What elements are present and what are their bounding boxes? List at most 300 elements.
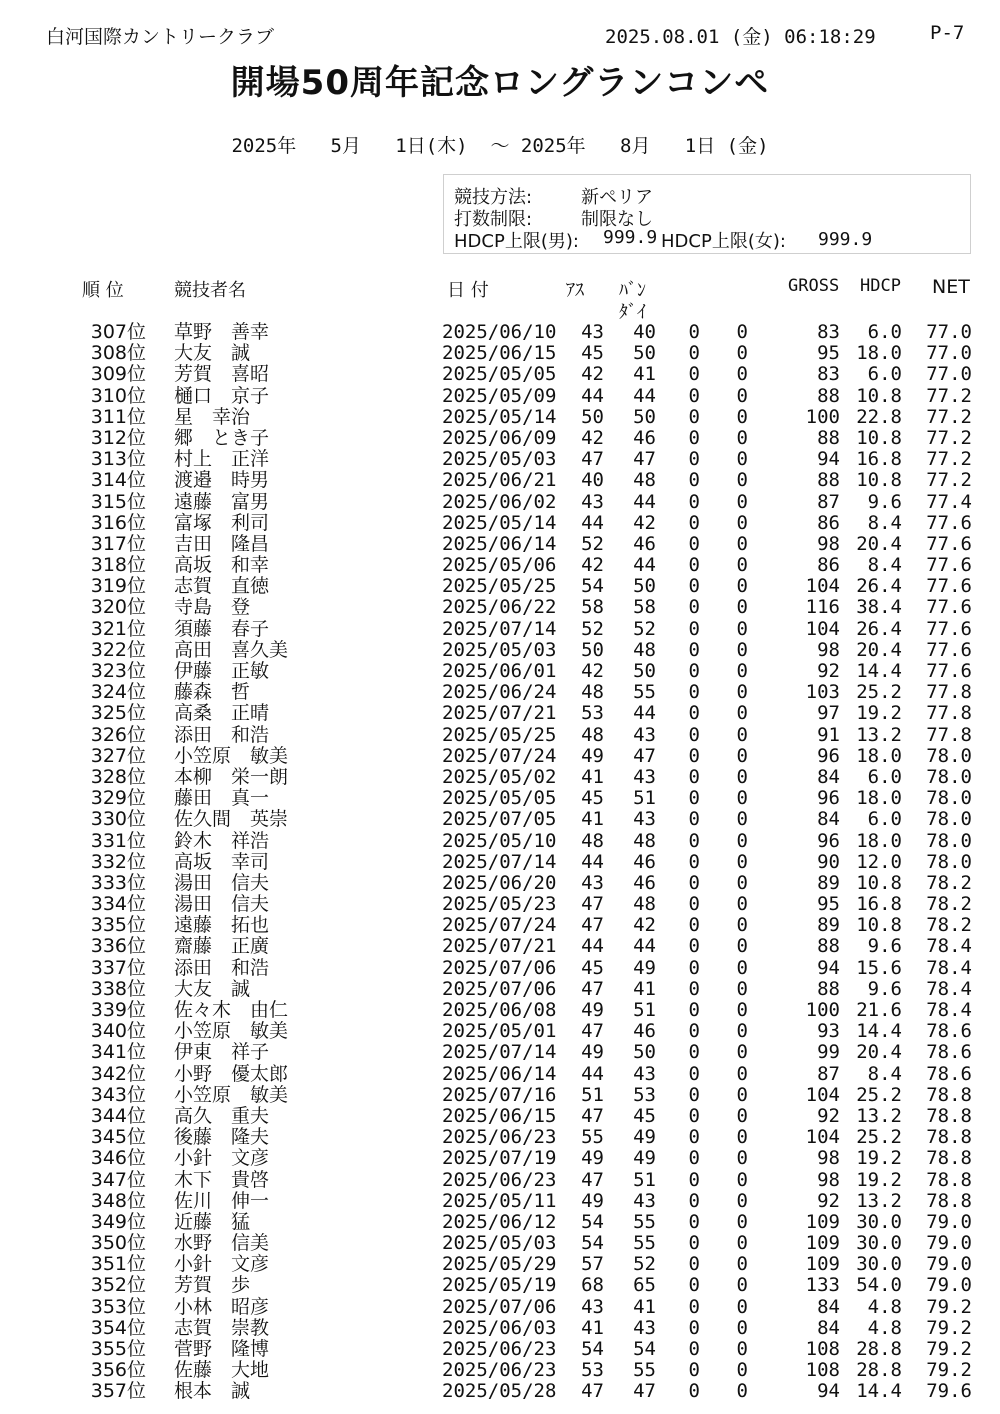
cell-name: 渡邉 時男 xyxy=(174,469,270,492)
cell-a: 0 xyxy=(688,1104,700,1127)
cell-rank: 321位 xyxy=(90,617,146,640)
cell-rank: 346位 xyxy=(90,1147,146,1170)
cell-b: 0 xyxy=(736,1295,748,1318)
cell-gross: 99 xyxy=(817,1041,840,1064)
cell-b: 0 xyxy=(736,977,748,1000)
cell-hdcp: 30.0 xyxy=(856,1232,902,1255)
cell-out: 42 xyxy=(581,660,604,682)
cell-name: 樋口 京子 xyxy=(174,384,270,407)
cell-a: 0 xyxy=(688,1274,700,1297)
cell-hdcp: 16.8 xyxy=(856,448,902,471)
cell-gross: 96 xyxy=(817,787,840,810)
cell-hdcp: 18.0 xyxy=(856,829,902,852)
cell-in: 48 xyxy=(633,469,656,492)
cell-net: 77.8 xyxy=(926,702,972,725)
cell-gross: 104 xyxy=(805,1126,840,1149)
cell-date: 2025/07/06 xyxy=(442,956,557,979)
cell-b: 0 xyxy=(736,1232,748,1255)
cell-b: 0 xyxy=(736,808,748,831)
table-row xyxy=(0,1318,1000,1339)
cell-gross: 104 xyxy=(805,575,840,598)
cell-a: 0 xyxy=(688,914,700,937)
cell-rank: 319位 xyxy=(90,575,146,598)
cell-out: 47 xyxy=(581,448,604,471)
cell-net: 78.8 xyxy=(926,1104,972,1127)
cell-net: 77.2 xyxy=(926,405,972,428)
cell-date: 2025/06/23 xyxy=(442,1338,557,1360)
cell-out: 54 xyxy=(581,575,604,598)
cell-net: 77.8 xyxy=(926,723,972,746)
cell-date: 2025/05/05 xyxy=(442,363,557,386)
table-row xyxy=(0,1042,1000,1063)
cell-gross: 100 xyxy=(805,405,840,428)
cell-name: 遠藤 富男 xyxy=(174,490,270,513)
cell-net: 78.6 xyxy=(926,1041,972,1064)
table-row xyxy=(0,343,1000,364)
cell-date: 2025/06/21 xyxy=(442,469,557,492)
table-row xyxy=(0,1360,1000,1381)
cell-date: 2025/06/23 xyxy=(442,1126,557,1149)
cell-rank: 314位 xyxy=(90,469,146,492)
cell-rank: 341位 xyxy=(90,1041,146,1064)
cell-a: 0 xyxy=(688,596,700,619)
cell-a: 0 xyxy=(688,511,700,534)
cell-rank: 353位 xyxy=(90,1295,146,1318)
cell-a: 0 xyxy=(688,1168,700,1191)
cell-a: 0 xyxy=(688,829,700,852)
cell-net: 77.0 xyxy=(926,363,972,386)
cell-name: 湯田 信夫 xyxy=(174,893,270,916)
cell-name: 本柳 栄一朗 xyxy=(174,765,289,788)
table-row xyxy=(0,534,1000,555)
cell-date: 2025/05/06 xyxy=(442,554,557,577)
limit-label: 打数制限: xyxy=(454,209,533,230)
cell-gross: 88 xyxy=(817,384,840,407)
table-row xyxy=(0,831,1000,852)
cell-b: 0 xyxy=(736,321,748,343)
cell-out: 53 xyxy=(581,702,604,725)
cell-net: 78.6 xyxy=(926,1020,972,1043)
cell-out: 50 xyxy=(581,638,604,661)
cell-hdcp: 9.6 xyxy=(867,977,902,1000)
cell-out: 47 xyxy=(581,1380,604,1403)
cell-out: 48 xyxy=(581,681,604,704)
table-row xyxy=(0,809,1000,830)
cell-name: 志賀 直徳 xyxy=(174,575,270,598)
cell-in: 47 xyxy=(633,448,656,471)
cell-in: 50 xyxy=(633,660,656,682)
cell-b: 0 xyxy=(736,1020,748,1043)
cell-date: 2025/05/28 xyxy=(442,1380,557,1403)
cell-in: 49 xyxy=(633,1147,656,1170)
competition-period: 2025年 5月 1日(木) ～ 2025年 8月 1日 (金) xyxy=(231,135,769,157)
table-row xyxy=(0,1127,1000,1148)
table-row xyxy=(0,1170,1000,1191)
cell-net: 79.2 xyxy=(926,1359,972,1382)
cell-out: 48 xyxy=(581,723,604,746)
cell-b: 0 xyxy=(736,532,748,555)
cell-rank: 325位 xyxy=(90,702,146,725)
cell-hdcp: 18.0 xyxy=(856,342,902,365)
cell-hdcp: 13.2 xyxy=(856,723,902,746)
cell-net: 77.2 xyxy=(926,469,972,492)
cell-rank: 340位 xyxy=(90,1020,146,1043)
cell-out: 49 xyxy=(581,1189,604,1212)
cell-in: 48 xyxy=(633,893,656,916)
cell-rank: 332位 xyxy=(90,850,146,873)
page-number: P-7 xyxy=(930,22,965,44)
cell-date: 2025/06/23 xyxy=(442,1359,557,1382)
cell-b: 0 xyxy=(736,935,748,958)
cell-gross: 104 xyxy=(805,617,840,640)
cell-out: 42 xyxy=(581,363,604,386)
cell-gross: 97 xyxy=(817,702,840,725)
cell-b: 0 xyxy=(736,1380,748,1403)
cell-net: 78.6 xyxy=(926,1062,972,1085)
cell-in: 49 xyxy=(633,956,656,979)
cell-out: 40 xyxy=(581,469,604,492)
table-row xyxy=(0,1212,1000,1233)
cell-net: 77.6 xyxy=(926,596,972,619)
cell-out: 43 xyxy=(581,321,604,343)
cell-gross: 92 xyxy=(817,1189,840,1212)
cell-out: 43 xyxy=(581,1295,604,1318)
cell-in: 43 xyxy=(633,765,656,788)
cell-gross: 94 xyxy=(817,448,840,471)
table-row xyxy=(0,470,1000,491)
hdcp-women-value: 999.9 xyxy=(818,229,873,250)
cell-net: 78.8 xyxy=(926,1126,972,1149)
cell-hdcp: 13.2 xyxy=(856,1104,902,1127)
cell-in: 51 xyxy=(633,1168,656,1191)
cell-gross: 84 xyxy=(817,1295,840,1318)
cell-hdcp: 18.0 xyxy=(856,787,902,810)
cell-out: 54 xyxy=(581,1210,604,1233)
column-header-name: 競技者名 xyxy=(174,280,246,301)
cell-b: 0 xyxy=(736,384,748,407)
cell-out: 47 xyxy=(581,893,604,916)
cell-date: 2025/07/16 xyxy=(442,1083,557,1106)
table-row xyxy=(0,386,1000,407)
cell-in: 51 xyxy=(633,787,656,810)
cell-name: 小針 文彦 xyxy=(174,1147,270,1170)
cell-out: 55 xyxy=(581,1126,604,1149)
cell-net: 78.8 xyxy=(926,1168,972,1191)
cell-date: 2025/07/05 xyxy=(442,808,557,831)
cell-a: 0 xyxy=(688,808,700,831)
cell-a: 0 xyxy=(688,1380,700,1403)
cell-name: 伊藤 正敏 xyxy=(174,660,270,682)
cell-name: 佐川 伸一 xyxy=(174,1189,270,1212)
cell-net: 77.2 xyxy=(926,426,972,449)
table-row xyxy=(0,576,1000,597)
cell-name: 小笠原 敏美 xyxy=(174,1020,289,1043)
cell-date: 2025/07/14 xyxy=(442,617,557,640)
cell-rank: 357位 xyxy=(90,1380,146,1403)
cell-date: 2025/05/10 xyxy=(442,829,557,852)
cell-in: 45 xyxy=(633,1104,656,1127)
cell-name: 高坂 幸司 xyxy=(174,850,270,873)
cell-rank: 329位 xyxy=(90,787,146,810)
cell-hdcp: 14.4 xyxy=(856,660,902,682)
cell-rank: 311位 xyxy=(90,405,146,428)
cell-gross: 95 xyxy=(817,893,840,916)
cell-net: 78.4 xyxy=(926,956,972,979)
cell-a: 0 xyxy=(688,1147,700,1170)
cell-net: 78.2 xyxy=(926,914,972,937)
cell-out: 49 xyxy=(581,1041,604,1064)
cell-rank: 312位 xyxy=(90,426,146,449)
cell-in: 50 xyxy=(633,405,656,428)
cell-in: 44 xyxy=(633,554,656,577)
cell-gross: 93 xyxy=(817,1020,840,1043)
cell-rank: 337位 xyxy=(90,956,146,979)
cell-rank: 345位 xyxy=(90,1126,146,1149)
cell-b: 0 xyxy=(736,702,748,725)
cell-rank: 335位 xyxy=(90,914,146,937)
cell-gross: 87 xyxy=(817,1062,840,1085)
cell-date: 2025/06/22 xyxy=(442,596,557,619)
cell-date: 2025/06/01 xyxy=(442,660,557,682)
cell-date: 2025/05/14 xyxy=(442,511,557,534)
cell-gross: 116 xyxy=(805,596,840,619)
cell-out: 48 xyxy=(581,829,604,852)
cell-hdcp: 28.8 xyxy=(856,1338,902,1360)
cell-out: 49 xyxy=(581,999,604,1021)
cell-gross: 109 xyxy=(805,1253,840,1276)
cell-a: 0 xyxy=(688,765,700,788)
cell-out: 43 xyxy=(581,871,604,894)
cell-date: 2025/06/15 xyxy=(442,342,557,365)
table-row xyxy=(0,1021,1000,1042)
cell-out: 50 xyxy=(581,405,604,428)
cell-date: 2025/05/25 xyxy=(442,575,557,598)
table-row xyxy=(0,428,1000,449)
cell-b: 0 xyxy=(736,511,748,534)
cell-name: 小野 優太郎 xyxy=(174,1062,289,1085)
cell-hdcp: 8.4 xyxy=(867,1062,902,1085)
table-row xyxy=(0,725,1000,746)
cell-a: 0 xyxy=(688,1083,700,1106)
table-row xyxy=(0,555,1000,576)
cell-hdcp: 14.4 xyxy=(856,1380,902,1403)
cell-hdcp: 10.8 xyxy=(856,426,902,449)
table-row xyxy=(0,746,1000,767)
cell-hdcp: 25.2 xyxy=(856,681,902,704)
cell-in: 42 xyxy=(633,511,656,534)
table-row xyxy=(0,449,1000,470)
cell-in: 43 xyxy=(633,808,656,831)
cell-rank: 327位 xyxy=(90,744,146,767)
cell-b: 0 xyxy=(736,893,748,916)
cell-date: 2025/07/21 xyxy=(442,935,557,958)
cell-net: 77.6 xyxy=(926,660,972,682)
cell-name: 藤森 哲 xyxy=(174,681,251,704)
cell-rank: 323位 xyxy=(90,660,146,682)
cell-hdcp: 20.4 xyxy=(856,532,902,555)
cell-rank: 336位 xyxy=(90,935,146,958)
cell-name: 菅野 隆博 xyxy=(174,1338,270,1360)
cell-rank: 342位 xyxy=(90,1062,146,1085)
cell-net: 77.2 xyxy=(926,448,972,471)
cell-out: 42 xyxy=(581,426,604,449)
column-header-hdcp: HDCP xyxy=(860,276,901,296)
cell-date: 2025/05/25 xyxy=(442,723,557,746)
cell-in: 48 xyxy=(633,638,656,661)
cell-name: 小針 文彦 xyxy=(174,1253,270,1276)
cell-b: 0 xyxy=(736,1210,748,1233)
method-label: 競技方法: xyxy=(454,187,533,208)
cell-date: 2025/05/03 xyxy=(442,1232,557,1255)
column-header-out: ｱｽ xyxy=(566,280,584,301)
cell-name: 高田 喜久美 xyxy=(174,638,289,661)
cell-in: 58 xyxy=(633,596,656,619)
cell-in: 55 xyxy=(633,1210,656,1233)
cell-rank: 313位 xyxy=(90,448,146,471)
cell-a: 0 xyxy=(688,702,700,725)
table-row xyxy=(0,915,1000,936)
cell-name: 星 幸治 xyxy=(174,405,251,428)
cell-b: 0 xyxy=(736,1041,748,1064)
cell-in: 65 xyxy=(633,1274,656,1297)
cell-name: 後藤 隆夫 xyxy=(174,1126,270,1149)
cell-rank: 328位 xyxy=(90,765,146,788)
cell-hdcp: 19.2 xyxy=(856,1147,902,1170)
cell-name: 木下 貴啓 xyxy=(174,1168,270,1191)
cell-out: 47 xyxy=(581,914,604,937)
cell-gross: 88 xyxy=(817,935,840,958)
cell-rank: 338位 xyxy=(90,977,146,1000)
cell-net: 78.0 xyxy=(926,829,972,852)
cell-hdcp: 18.0 xyxy=(856,744,902,767)
table-row xyxy=(0,640,1000,661)
cell-in: 46 xyxy=(633,426,656,449)
cell-out: 45 xyxy=(581,342,604,365)
cell-out: 47 xyxy=(581,1020,604,1043)
table-row xyxy=(0,703,1000,724)
cell-date: 2025/07/21 xyxy=(442,702,557,725)
cell-rank: 326位 xyxy=(90,723,146,746)
cell-date: 2025/06/14 xyxy=(442,1062,557,1085)
cell-rank: 317位 xyxy=(90,532,146,555)
cell-a: 0 xyxy=(688,1316,700,1339)
cell-rank: 349位 xyxy=(90,1210,146,1233)
cell-in: 46 xyxy=(633,850,656,873)
cell-hdcp: 6.0 xyxy=(867,363,902,386)
table-row xyxy=(0,958,1000,979)
cell-in: 47 xyxy=(633,1380,656,1403)
cell-net: 79.0 xyxy=(926,1274,972,1297)
cell-in: 40 xyxy=(633,321,656,343)
cell-out: 44 xyxy=(581,1062,604,1085)
cell-gross: 92 xyxy=(817,660,840,682)
cell-net: 77.6 xyxy=(926,638,972,661)
cell-a: 0 xyxy=(688,490,700,513)
table-row xyxy=(0,322,1000,343)
cell-hdcp: 30.0 xyxy=(856,1210,902,1233)
cell-net: 78.4 xyxy=(926,999,972,1021)
cell-rank: 315位 xyxy=(90,490,146,513)
cell-b: 0 xyxy=(736,448,748,471)
cell-date: 2025/06/15 xyxy=(442,1104,557,1127)
cell-gross: 108 xyxy=(805,1338,840,1360)
cell-out: 44 xyxy=(581,935,604,958)
table-row xyxy=(0,364,1000,385)
cell-a: 0 xyxy=(688,935,700,958)
cell-in: 52 xyxy=(633,1253,656,1276)
cell-date: 2025/05/23 xyxy=(442,893,557,916)
cell-a: 0 xyxy=(688,384,700,407)
cell-date: 2025/06/10 xyxy=(442,321,557,343)
cell-in: 41 xyxy=(633,977,656,1000)
rules-box xyxy=(443,174,971,254)
cell-net: 79.2 xyxy=(926,1316,972,1339)
cell-name: 近藤 猛 xyxy=(174,1210,251,1233)
cell-a: 0 xyxy=(688,448,700,471)
cell-date: 2025/05/14 xyxy=(442,405,557,428)
cell-rank: 307位 xyxy=(90,321,146,343)
cell-net: 77.6 xyxy=(926,575,972,598)
cell-a: 0 xyxy=(688,1041,700,1064)
cell-b: 0 xyxy=(736,426,748,449)
cell-date: 2025/05/03 xyxy=(442,638,557,661)
cell-net: 78.2 xyxy=(926,893,972,916)
cell-net: 78.4 xyxy=(926,977,972,1000)
table-row xyxy=(0,894,1000,915)
cell-in: 55 xyxy=(633,1232,656,1255)
cell-net: 77.6 xyxy=(926,617,972,640)
cell-gross: 83 xyxy=(817,321,840,343)
print-datetime: 2025.08.01 (金) 06:18:29 xyxy=(605,26,876,48)
cell-name: 富塚 利司 xyxy=(174,511,270,534)
cell-gross: 88 xyxy=(817,426,840,449)
cell-out: 49 xyxy=(581,1147,604,1170)
cell-out: 44 xyxy=(581,511,604,534)
cell-in: 41 xyxy=(633,1295,656,1318)
cell-out: 43 xyxy=(581,490,604,513)
cell-a: 0 xyxy=(688,426,700,449)
table-row xyxy=(0,661,1000,682)
cell-out: 44 xyxy=(581,384,604,407)
cell-date: 2025/06/02 xyxy=(442,490,557,513)
cell-b: 0 xyxy=(736,638,748,661)
cell-date: 2025/05/19 xyxy=(442,1274,557,1297)
method-value: 新ペリア xyxy=(581,187,653,208)
cell-gross: 109 xyxy=(805,1232,840,1255)
cell-out: 47 xyxy=(581,977,604,1000)
table-row xyxy=(0,979,1000,1000)
cell-a: 0 xyxy=(688,363,700,386)
cell-a: 0 xyxy=(688,1232,700,1255)
cell-in: 44 xyxy=(633,490,656,513)
cell-in: 47 xyxy=(633,744,656,767)
cell-a: 0 xyxy=(688,1126,700,1149)
cell-rank: 330位 xyxy=(90,808,146,831)
cell-rank: 355位 xyxy=(90,1338,146,1360)
cell-hdcp: 16.8 xyxy=(856,893,902,916)
cell-a: 0 xyxy=(688,321,700,343)
cell-in: 51 xyxy=(633,999,656,1021)
cell-b: 0 xyxy=(736,1253,748,1276)
table-row xyxy=(0,1254,1000,1275)
cell-name: 添田 和浩 xyxy=(174,956,270,979)
cell-in: 46 xyxy=(633,871,656,894)
cell-net: 77.6 xyxy=(926,554,972,577)
cell-in: 52 xyxy=(633,617,656,640)
cell-net: 77.4 xyxy=(926,490,972,513)
cell-hdcp: 20.4 xyxy=(856,638,902,661)
cell-a: 0 xyxy=(688,1338,700,1360)
